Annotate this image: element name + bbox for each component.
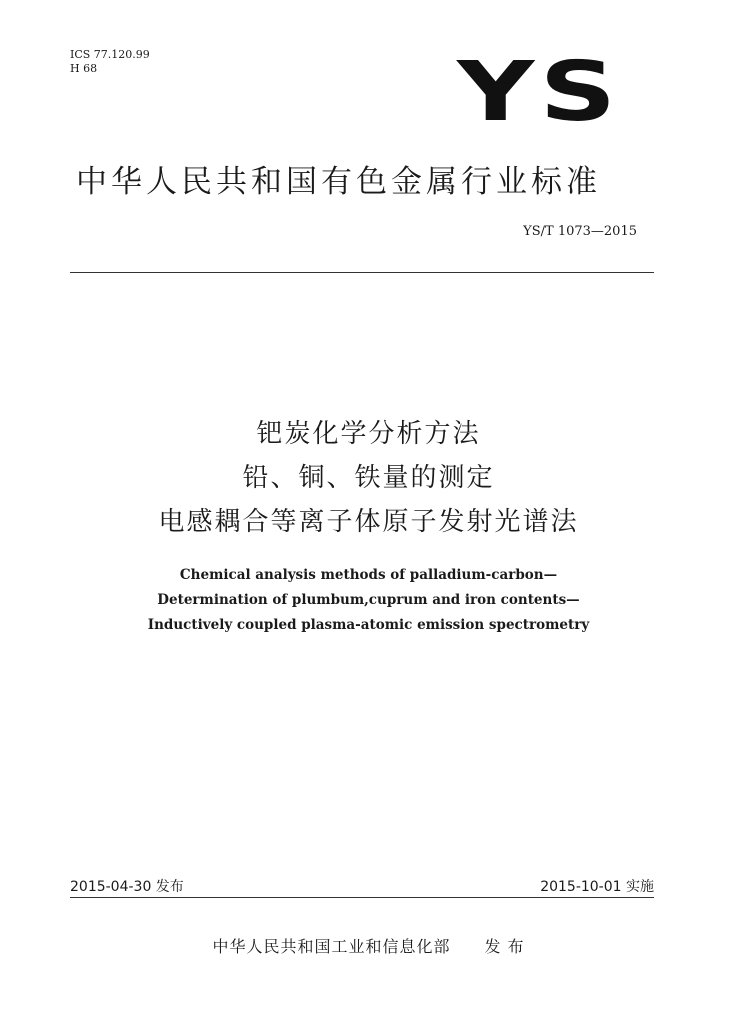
standard-number: YS/T 1073—2015 [523, 224, 637, 239]
english-title-line-1: Chemical analysis methods of palladium-carbon— [179, 567, 558, 583]
ys-logo: YS [456, 45, 621, 140]
chinese-title-line-3: 电感耦合等离子体原子发射光谱法 [158, 507, 579, 537]
issue-date: 2015-04-30 发布 [70, 879, 184, 895]
publisher-action: 发 布 [484, 937, 525, 956]
classification-block [70, 48, 150, 76]
english-title-line-2: Determination of plumbum,cuprum and iron contents— [157, 592, 580, 608]
chinese-title-line-1: 钯炭化学分析方法 [256, 419, 481, 449]
publisher-line [0, 934, 737, 957]
standard-category-title: 中华人民共和国有色金属行业标准 [76, 164, 601, 200]
publisher-name: 中华人民共和国工业和信息化部 [212, 937, 451, 956]
implementation-date: 2015-10-01 实施 [540, 879, 654, 895]
top-divider [70, 272, 654, 273]
english-title-line-3: Inductively coupled plasma-atomic emission spectrometry [147, 617, 590, 633]
english-title [0, 563, 737, 638]
ics-code: ICS 77.120.99 [70, 48, 150, 61]
ccs-code: H 68 [70, 62, 98, 75]
chinese-title-line-2: 铅、铜、铁量的测定 [242, 463, 495, 493]
bottom-divider [70, 897, 654, 898]
chinese-title [0, 412, 737, 544]
